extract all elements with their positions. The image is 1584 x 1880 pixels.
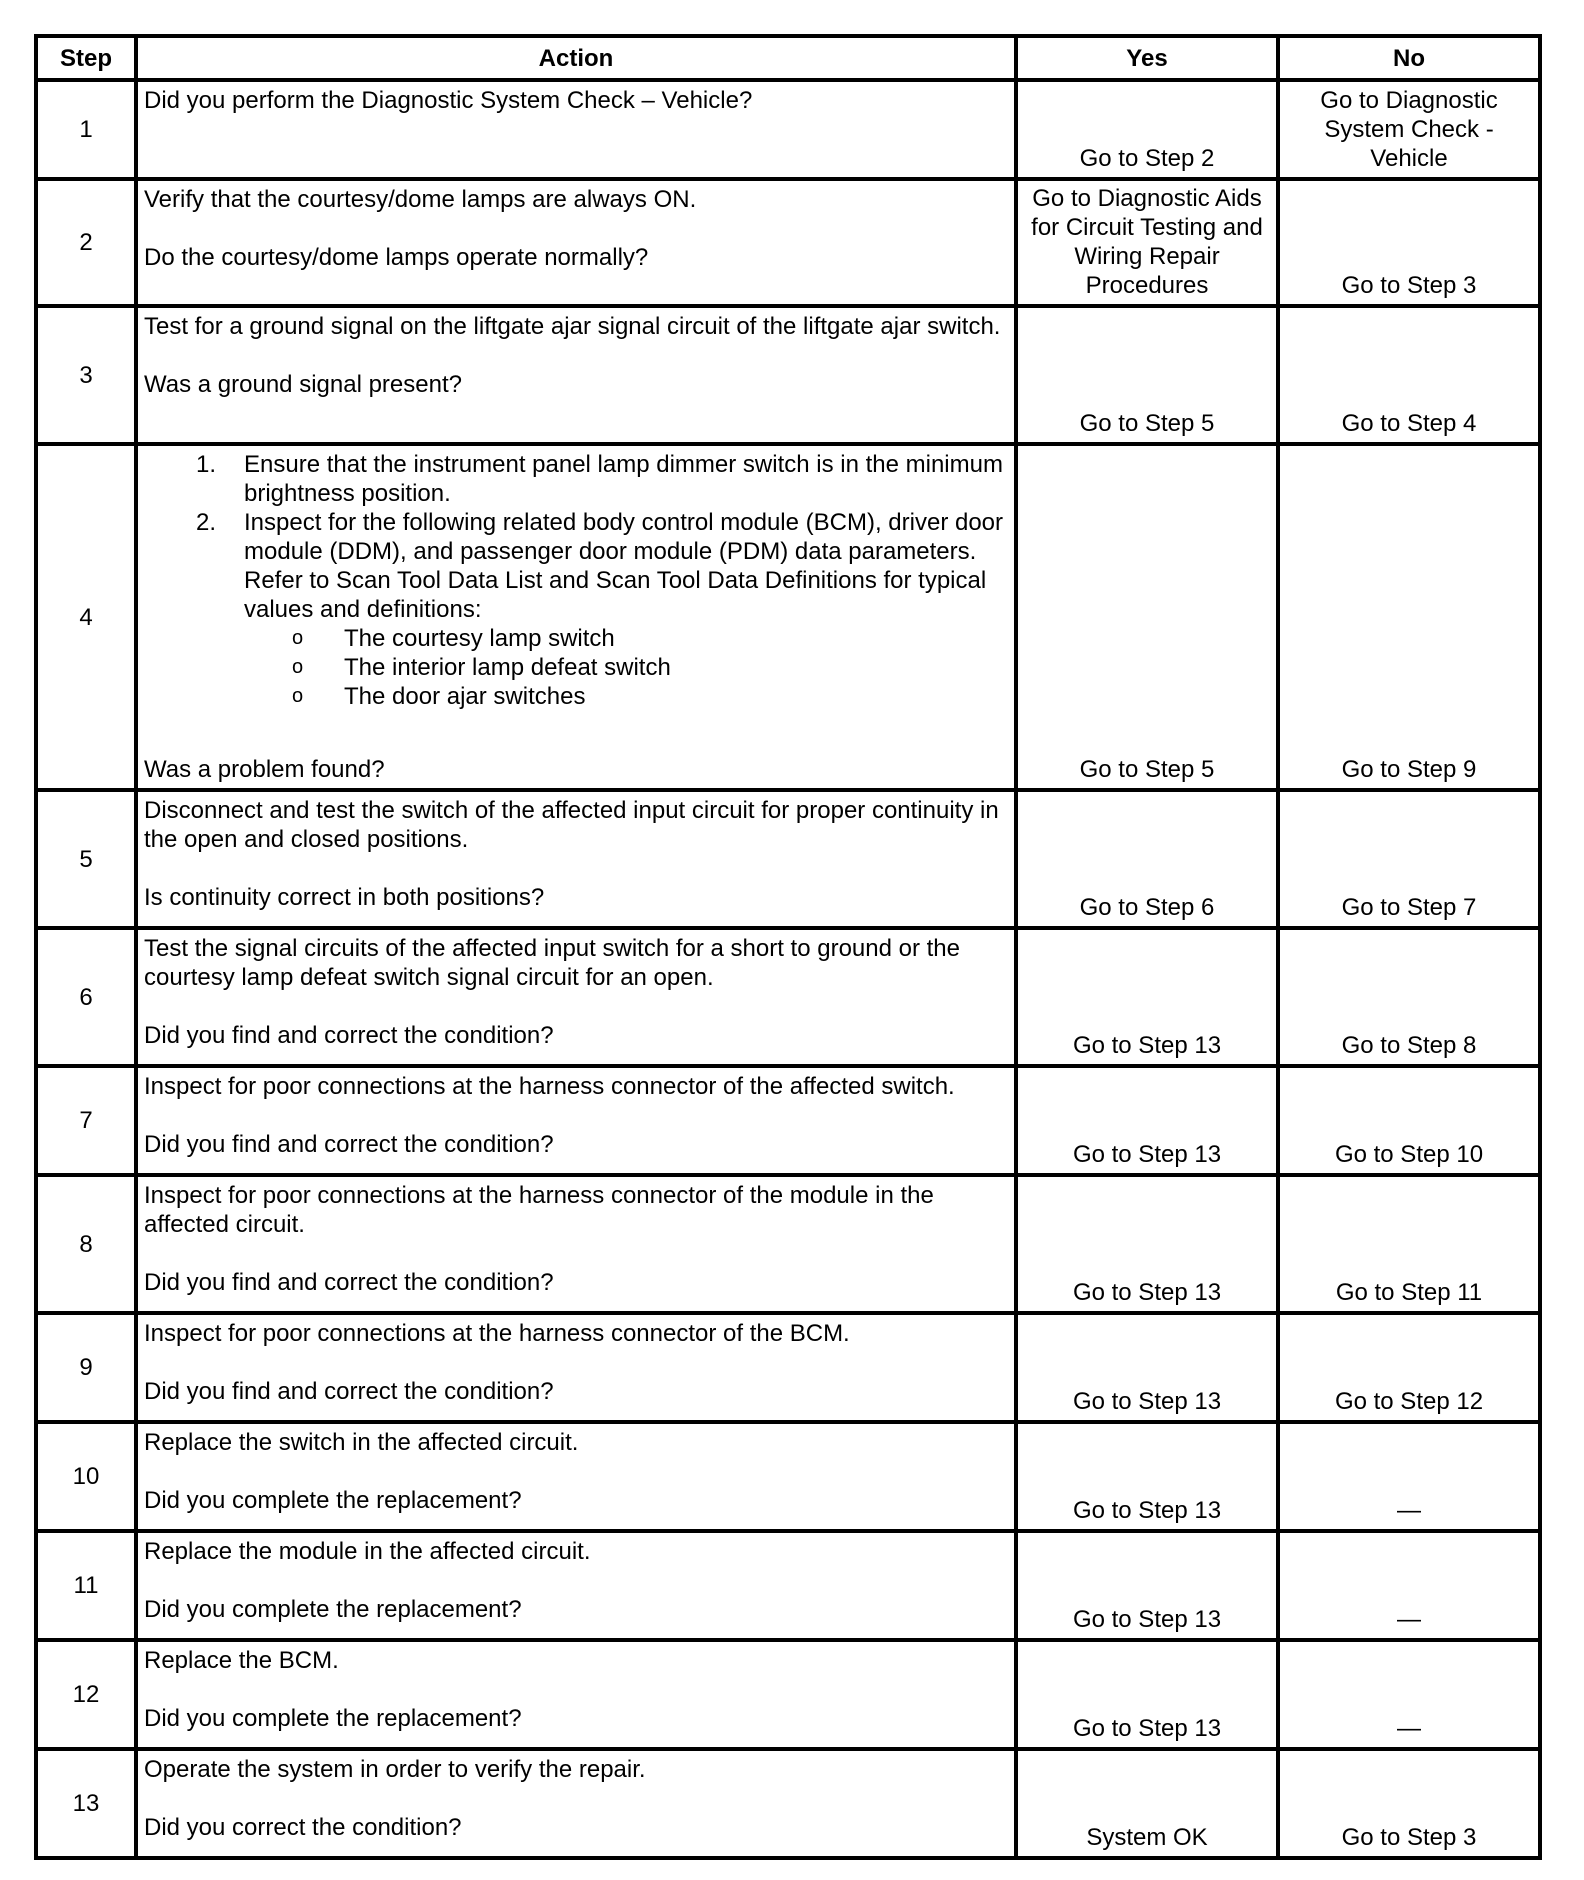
yes-result: Go to Step 13: [1016, 1422, 1278, 1531]
action-question: Do the courtesy/dome lamps operate normally?: [144, 244, 649, 271]
step-number: 12: [36, 1640, 136, 1749]
yes-result: Go to Step 13: [1016, 1066, 1278, 1175]
table-row: [36, 790, 1540, 928]
step-number: 5: [36, 790, 136, 928]
yes-result: Go to Step 13: [1016, 1640, 1278, 1749]
parameter-item: [244, 653, 1008, 682]
action-question: Did you complete the replacement?: [144, 1705, 522, 1732]
action-question: Was a problem found?: [144, 756, 385, 783]
action-instruction: Replace the BCM.: [144, 1647, 339, 1674]
yes-result: Go to Step 6: [1016, 790, 1278, 928]
action-instruction: Test the signal circuits of the affected input switch for a short to ground or the courtesy lamp defeat switch signal circuit for an open.: [144, 935, 967, 991]
no-result: Go to Step 7: [1278, 790, 1540, 928]
procedure-number: 2.: [196, 509, 217, 536]
action-cell: [136, 928, 1016, 1066]
action-cell: [136, 1531, 1016, 1640]
parameter-item: [244, 624, 1008, 653]
procedure-item: [144, 450, 1008, 508]
header-action: Action: [136, 36, 1016, 80]
procedure-text: Inspect for the following related body control module (BCM), driver door module (DDM), and passenger door module (PDM) data parameters. Refer to Scan Tool Data List and Scan Tool Data Definitions for typical values and definitions:: [244, 509, 1004, 623]
header-row: [36, 36, 1540, 80]
bullet-marker: o: [292, 627, 304, 649]
no-result: —: [1278, 1531, 1540, 1640]
diagnostic-table: [34, 34, 1542, 1860]
action-instruction: Replace the module in the affected circuit.: [144, 1538, 591, 1565]
no-result: Go to Step 3: [1278, 1749, 1540, 1858]
yes-result: Go to Step 13: [1016, 1313, 1278, 1422]
yes-result: Go to Step 5: [1016, 306, 1278, 444]
step-number: 9: [36, 1313, 136, 1422]
action-instruction: Inspect for poor connections at the harness connector of the module in the affected circuit.: [144, 1182, 941, 1238]
step-number: 2: [36, 179, 136, 306]
action-cell: [136, 179, 1016, 306]
no-result: Go to Step 9: [1278, 444, 1540, 790]
action-question: Did you complete the replacement?: [144, 1596, 522, 1623]
yes-result: Go to Diagnostic Aids for Circuit Testing and Wiring Repair Procedures: [1016, 179, 1278, 306]
no-result: Go to Step 4: [1278, 306, 1540, 444]
action-question: Did you complete the replacement?: [144, 1487, 522, 1514]
action-cell: [136, 444, 1016, 790]
header-yes: Yes: [1016, 36, 1278, 80]
action-cell: [136, 1640, 1016, 1749]
no-result: Go to Step 12: [1278, 1313, 1540, 1422]
table-row: [36, 1422, 1540, 1531]
step-number: 7: [36, 1066, 136, 1175]
action-cell: [136, 80, 1016, 179]
no-result: Go to Step 3: [1278, 179, 1540, 306]
action-cell: [136, 1313, 1016, 1422]
table-row: [36, 1531, 1540, 1640]
action-cell: [136, 1175, 1016, 1313]
action-instruction: Inspect for poor connections at the harness connector of the BCM.: [144, 1320, 850, 1347]
table-row: [36, 179, 1540, 306]
no-result: Go to Step 8: [1278, 928, 1540, 1066]
action-cell: [136, 1066, 1016, 1175]
parameter-text: The courtesy lamp switch: [344, 625, 615, 652]
action-question: Is continuity correct in both positions?: [144, 884, 545, 911]
parameter-item: [244, 682, 1008, 711]
action-instruction: Replace the switch in the affected circuit.: [144, 1429, 579, 1456]
yes-result: Go to Step 13: [1016, 1175, 1278, 1313]
step-number: 10: [36, 1422, 136, 1531]
step-number: 11: [36, 1531, 136, 1640]
table-row: [36, 1313, 1540, 1422]
action-instruction: Inspect for poor connections at the harness connector of the affected switch.: [144, 1073, 955, 1100]
table-row: [36, 80, 1540, 179]
procedure-item: [144, 508, 1008, 711]
no-result: Go to Step 11: [1278, 1175, 1540, 1313]
action-cell: [136, 306, 1016, 444]
header-no: No: [1278, 36, 1540, 80]
no-result: Go to Step 10: [1278, 1066, 1540, 1175]
action-instruction: Did you perform the Diagnostic System Check – Vehicle?: [144, 87, 753, 114]
action-instruction: Verify that the courtesy/dome lamps are always ON.: [144, 186, 697, 213]
action-question: Was a ground signal present?: [144, 371, 462, 398]
step-number: 1: [36, 80, 136, 179]
table-row: [36, 928, 1540, 1066]
action-cell: [136, 1422, 1016, 1531]
action-question: Did you find and correct the condition?: [144, 1378, 554, 1405]
table-row: [36, 444, 1540, 790]
action-question: Did you find and correct the condition?: [144, 1269, 554, 1296]
step-number: 6: [36, 928, 136, 1066]
table-row: [36, 306, 1540, 444]
action-instruction: Disconnect and test the switch of the affected input circuit for proper continuity in the open and closed positions.: [144, 797, 1006, 853]
diagnostic-table-container: [34, 34, 1538, 1860]
action-question: Did you find and correct the condition?: [144, 1131, 554, 1158]
table-row: [36, 1640, 1540, 1749]
step-number: 4: [36, 444, 136, 790]
action-instruction: Operate the system in order to verify the repair.: [144, 1756, 646, 1783]
step-number: 8: [36, 1175, 136, 1313]
step-number: 3: [36, 306, 136, 444]
yes-result: System OK: [1016, 1749, 1278, 1858]
bullet-marker: o: [292, 685, 304, 707]
table-row: [36, 1066, 1540, 1175]
header-step: Step: [36, 36, 136, 80]
yes-result: Go to Step 5: [1016, 444, 1278, 790]
action-cell: [136, 790, 1016, 928]
yes-result: Go to Step 2: [1016, 80, 1278, 179]
table-row: [36, 1175, 1540, 1313]
procedure-list: [144, 450, 1008, 711]
yes-result: Go to Step 13: [1016, 1531, 1278, 1640]
table-row: [36, 1749, 1540, 1858]
step-number: 13: [36, 1749, 136, 1858]
action-question: Did you correct the condition?: [144, 1814, 462, 1841]
no-result: —: [1278, 1640, 1540, 1749]
bullet-marker: o: [292, 656, 304, 678]
yes-result: Go to Step 13: [1016, 928, 1278, 1066]
no-result: —: [1278, 1422, 1540, 1531]
procedure-text: Ensure that the instrument panel lamp dimmer switch is in the minimum brightness position.: [244, 451, 1003, 507]
parameter-text: The interior lamp defeat switch: [344, 654, 671, 681]
action-instruction: Test for a ground signal on the liftgate ajar signal circuit of the liftgate ajar switch.: [144, 313, 1001, 340]
parameter-text: The door ajar switches: [344, 683, 586, 710]
parameter-list: [244, 624, 1008, 711]
action-question: Did you find and correct the condition?: [144, 1022, 554, 1049]
no-result: Go to Diagnostic System Check - Vehicle: [1278, 80, 1540, 179]
action-cell: [136, 1749, 1016, 1858]
procedure-number: 1.: [196, 451, 217, 478]
